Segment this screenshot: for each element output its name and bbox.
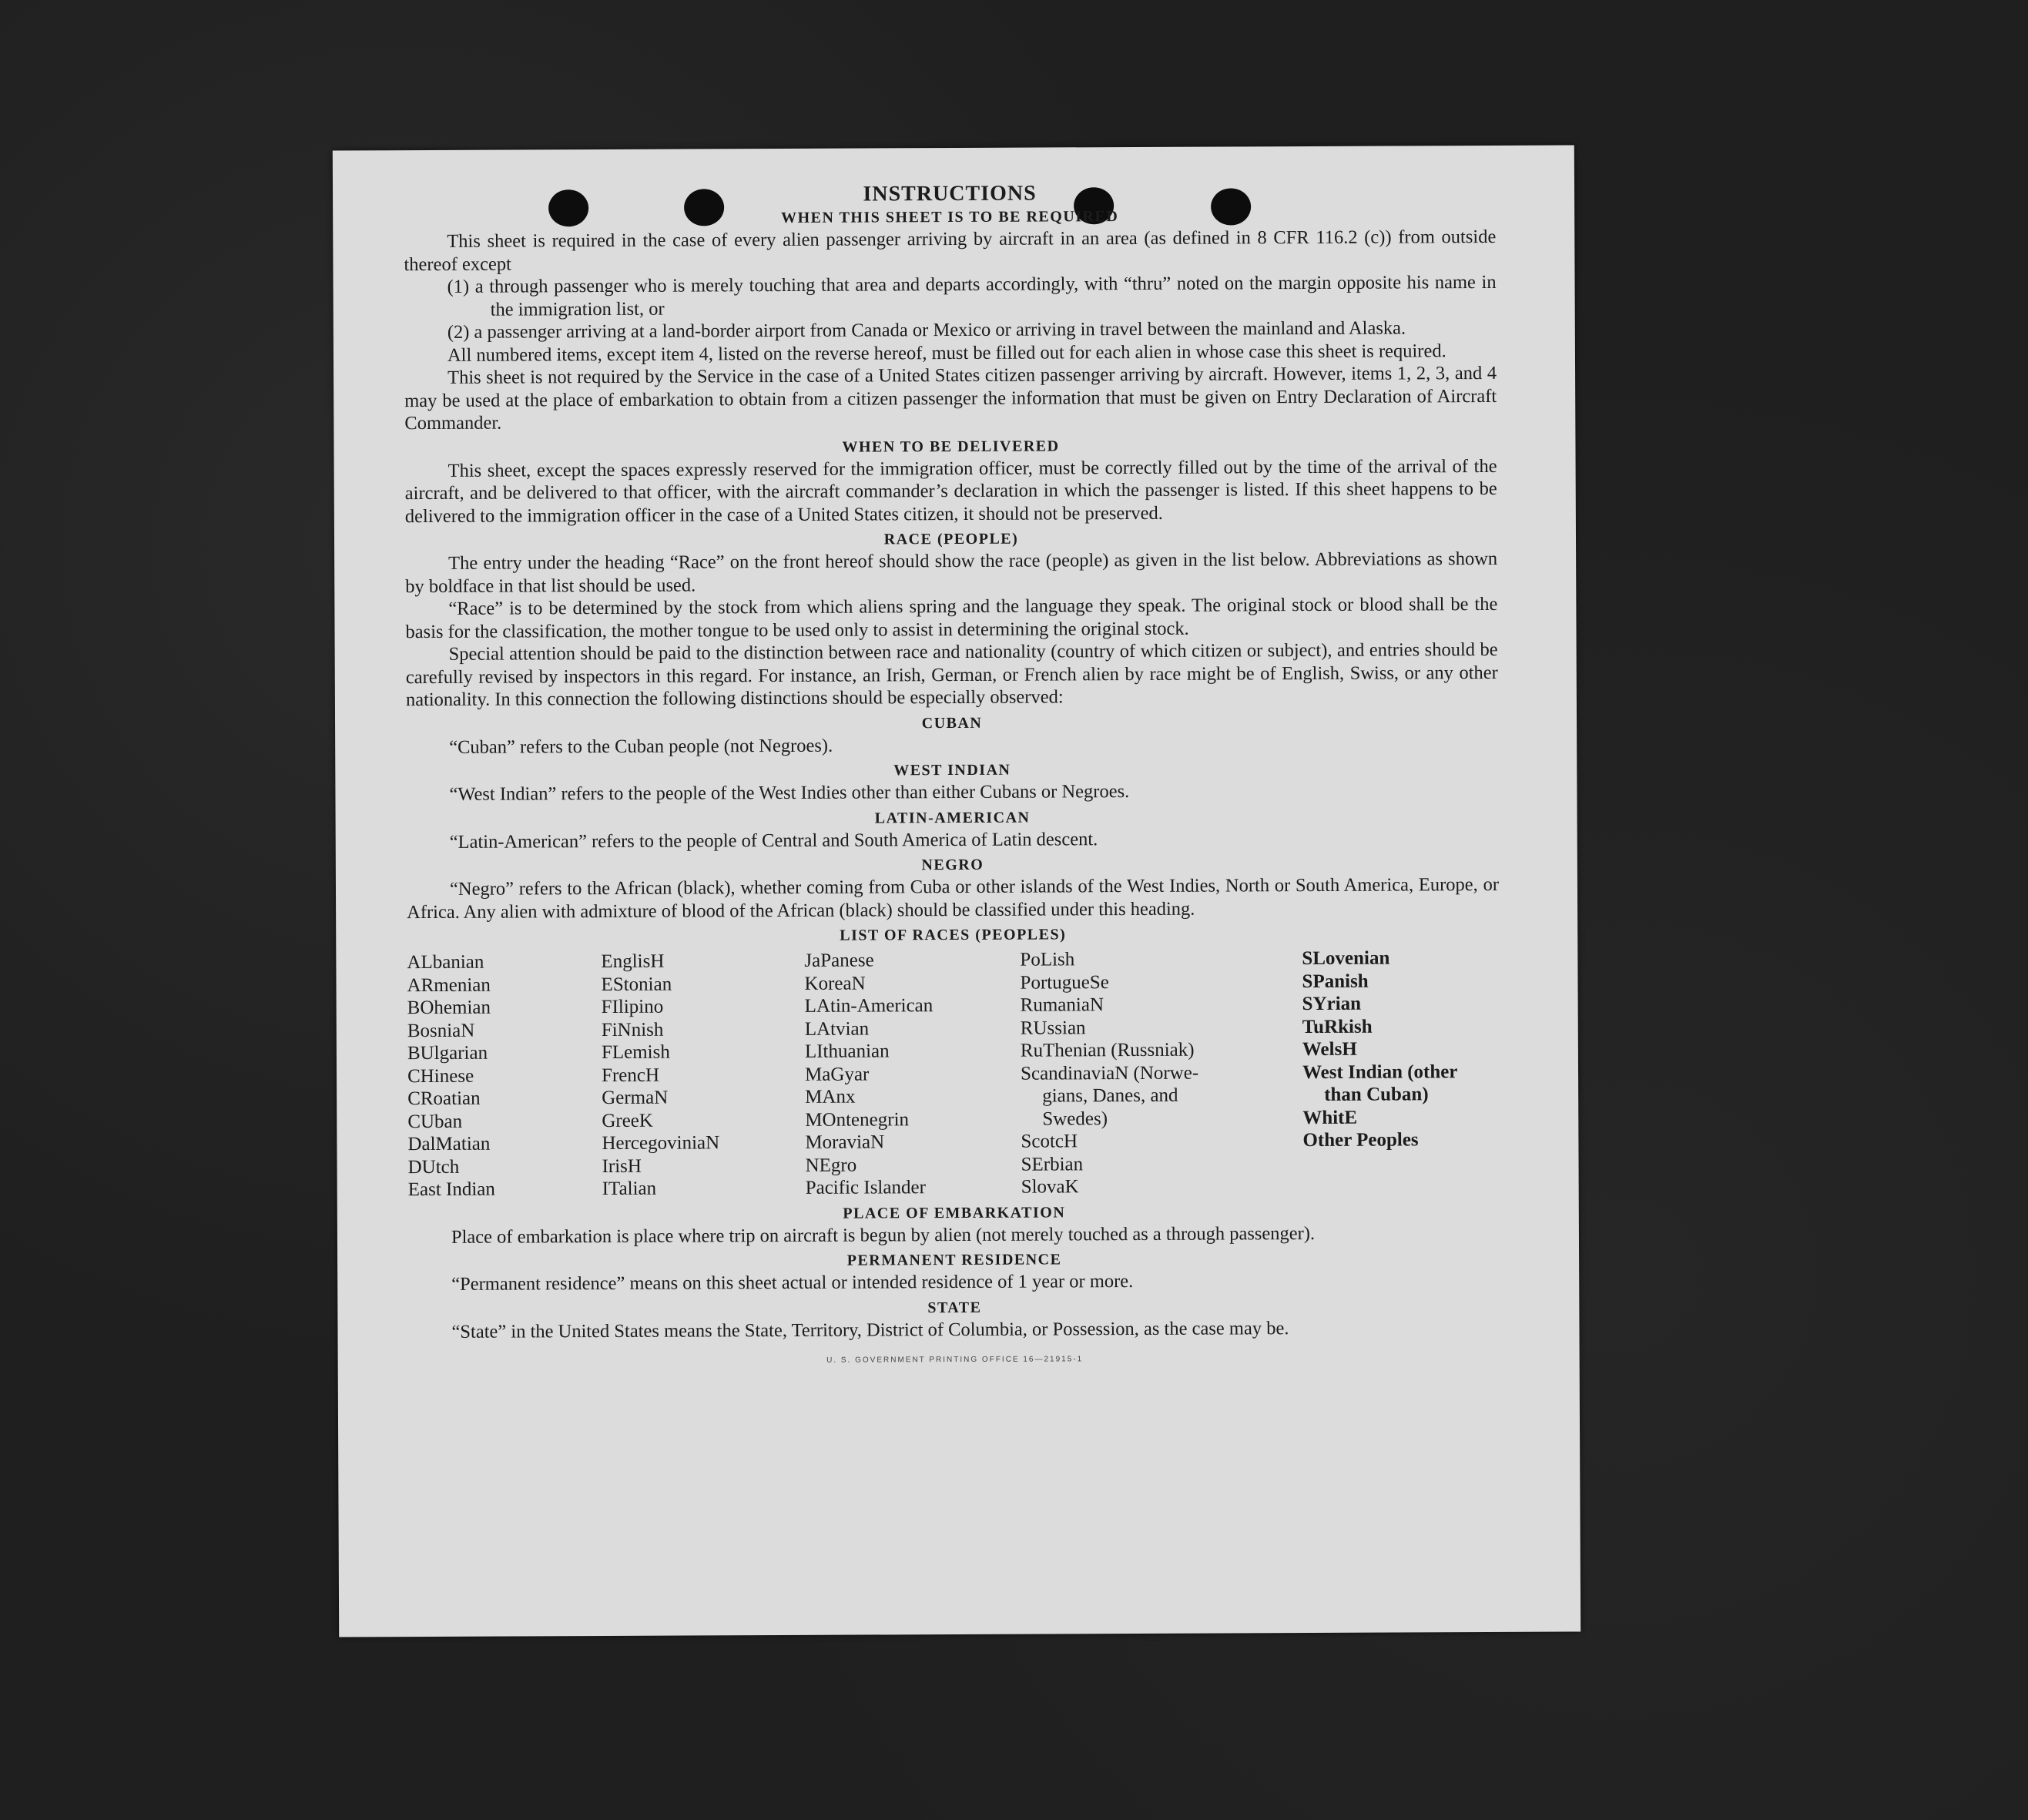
exception-item-1: (1) a through passenger who is merely touching that area and departs accordingly, with “thru” noted on the margin opposite his name in the immigration list, or — [447, 271, 1497, 320]
race-entry: ITalian — [602, 1178, 657, 1200]
race-entry: SYrian — [1302, 993, 1362, 1015]
document-sheet — [333, 145, 1580, 1637]
race-entry: HercegoviniaN — [602, 1132, 720, 1155]
race-entry: West Indian (other — [1302, 1061, 1458, 1083]
printer-imprint: U. S. GOVERNMENT PRINTING OFFICE 16—21915-1 — [826, 1355, 1084, 1365]
race-entry: DalMatian — [407, 1133, 491, 1155]
instructions-text — [404, 179, 1501, 1374]
race-entry: Pacific Islander — [805, 1177, 926, 1198]
race-entry: LIthuanian — [804, 1041, 890, 1062]
race-entry: NEgro — [805, 1155, 857, 1176]
race-entry: DUtch — [407, 1156, 460, 1178]
state-text: “State” in the United States means the State, Territory, District of Columbia, or Possession, as the case may be. — [451, 1317, 1289, 1342]
race-entry: IrisH — [602, 1155, 642, 1177]
race-entry: FiNnish — [601, 1019, 664, 1041]
race-entry: RumaniaN — [1020, 994, 1105, 1016]
race-entry-continued: Swedes) — [1042, 1108, 1108, 1130]
race-entry: BosniaN — [407, 1020, 475, 1041]
residence-text: “Permanent residence” means on this sheet actual or intended residence of 1 year or more. — [451, 1271, 1134, 1295]
race-entry: GermaN — [602, 1087, 669, 1109]
page-title: INSTRUCTIONS — [863, 181, 1037, 206]
when-required-para3: This sheet is not required by the Service in the case of a United States citizen passenger arriving by aircraft. However, items 1, 2, 3, and 4 may be used at the place of embarkation to obtain from a citizen passenger the information that must be given on Entry Declaration of Aircraft Commander. — [404, 362, 1497, 434]
race-entry: CUban — [407, 1111, 463, 1132]
heading-when-required: WHEN THIS SHEET IS TO BE REQUIRED — [781, 208, 1119, 226]
race-entry: CRoatian — [407, 1088, 481, 1110]
heading-when-delivered: WHEN TO BE DELIVERED — [842, 437, 1060, 456]
race-entry: FLemish — [601, 1041, 670, 1064]
races-column-1 — [407, 950, 602, 1202]
heading-race: RACE (PEOPLE) — [883, 530, 1019, 548]
heading-residence: PERMANENT RESIDENCE — [846, 1251, 1062, 1269]
race-entry: MaGyar — [804, 1063, 870, 1085]
race-entry: GreeK — [602, 1110, 653, 1131]
embarkation-text: Place of embarkation is place where trip on aircraft is begun by alien (not merely touched as a through passenger). — [451, 1222, 1316, 1248]
heading-embarkation: PLACE OF EMBARKATION — [843, 1203, 1066, 1222]
race-para2: “Race” is to be determined by the stock from which aliens spring and the language they speak. The original stock or blood shall be the basis for the classification, the mother tongue to be used only to assist in determining the original stock. — [405, 593, 1498, 642]
race-entry: SlovaK — [1021, 1176, 1079, 1198]
race-entry: JaPanese — [804, 950, 874, 971]
race-entry: ALbanian — [407, 951, 484, 974]
race-entry: BUlgarian — [407, 1042, 488, 1064]
heading-cuban: CUBAN — [921, 714, 983, 732]
races-column-3 — [804, 949, 1021, 1200]
race-entry: SLovenian — [1302, 947, 1390, 970]
race-entry: WhitE — [1302, 1107, 1358, 1128]
heading-state: STATE — [927, 1299, 982, 1316]
race-entry: Other Peoples — [1302, 1129, 1419, 1151]
heading-latin-american: LATIN-AMERICAN — [874, 809, 1031, 826]
race-entry: MOntenegrin — [805, 1108, 910, 1131]
race-entry: ARmenian — [407, 974, 491, 996]
races-column-4 — [1020, 947, 1302, 1198]
race-entry: BOhemian — [407, 997, 491, 1019]
west-indian-text: “West Indian” refers to the people of the West Indies other than either Cubans or Negroes. — [449, 781, 1130, 805]
heading-negro: NEGRO — [921, 856, 984, 874]
race-entry: CHinese — [407, 1065, 474, 1087]
race-entry: LAtin-American — [804, 995, 934, 1017]
when-delivered-text: This sheet, except the spaces expressly reserved for the immigration officer, must be correctly filled out by the time of the arrival of the aircraft, and be delivered to that officer, with the aircraft commander’s declaration in which the passenger is listed. If this sheet happens to be delivered to the immigration officer in the case of a United States citizen, it should not be preserved. — [404, 455, 1497, 527]
race-entry: East Indian — [407, 1178, 495, 1201]
race-entry: TuRkish — [1302, 1016, 1373, 1037]
exception-item-2: (2) a passenger arriving at a land-border airport from Canada or Mexico or arriving in travel between the mainland and Alaska. — [447, 317, 1406, 343]
latin-american-text: “Latin-American” refers to the people of Central and South America of Latin descent. — [449, 828, 1098, 853]
race-para1: The entry under the heading “Race” on the front hereof should show the race (people) as given in the list below. Abbreviations as shown by boldface in that list should be used. — [405, 548, 1498, 597]
race-entry-continued: gians, Danes, and — [1042, 1084, 1178, 1107]
race-entry-continued: than Cuban) — [1324, 1084, 1429, 1105]
cuban-text: “Cuban” refers to the Cuban people (not Negroes). — [449, 735, 833, 758]
race-para3: Special attention should be paid to the distinction between race and nationality (country of which citizen or subject), and entries should be carefully revised by inspectors in this regard. For instance, an Irish, German, or French alien by race might be of English, Swiss, or any other nationality. In this connection the following distinctions should be especially observed: — [405, 639, 1498, 711]
heading-list-of-races: LIST OF RACES (PEOPLES) — [840, 926, 1067, 944]
race-entry: SErbian — [1021, 1153, 1084, 1175]
race-entry: RuThenian (Russniak) — [1020, 1039, 1195, 1061]
races-column-5 — [1302, 947, 1500, 1198]
races-column-2 — [601, 950, 805, 1201]
race-entry: WelsH — [1302, 1038, 1357, 1061]
race-entry: RUssian — [1020, 1017, 1086, 1039]
race-entry: LAtvian — [804, 1017, 870, 1040]
race-entry: EnglisH — [601, 950, 665, 973]
race-entry: MAnx — [805, 1086, 856, 1108]
negro-text: “Negro” refers to the African (black), whether coming from Cuba or other islands of the West Indies, North or South America, Europe, or Africa. Any alien with admixture of blood of the African (black) should be classified under this heading. — [407, 873, 1500, 923]
race-entry: PoLish — [1020, 949, 1075, 970]
race-entry: ScandinaviaN (Norwe- — [1020, 1062, 1199, 1084]
race-entry: ScotcH — [1021, 1131, 1078, 1152]
race-entry: FIlipino — [601, 996, 664, 1018]
when-required-para2: All numbered items, except item 4, listed on the reverse hereof, must be filled out for each alien in whose case this sheet is required. — [447, 340, 1446, 366]
race-entry: SPanish — [1302, 970, 1369, 992]
race-entry: KoreaN — [804, 973, 866, 994]
race-entry: MoraviaN — [805, 1131, 885, 1153]
race-entry: EStonian — [601, 974, 672, 995]
race-entry: FrencH — [601, 1064, 660, 1086]
races-list — [407, 947, 1500, 1202]
race-entry: PortugueSe — [1020, 971, 1109, 994]
when-required-intro: This sheet is required in the case of every alien passenger arriving by aircraft in an area (as defined in 8 CFR 116.2 (c)) from outside thereof except — [404, 226, 1497, 275]
heading-west-indian: WEST INDIAN — [893, 761, 1011, 779]
